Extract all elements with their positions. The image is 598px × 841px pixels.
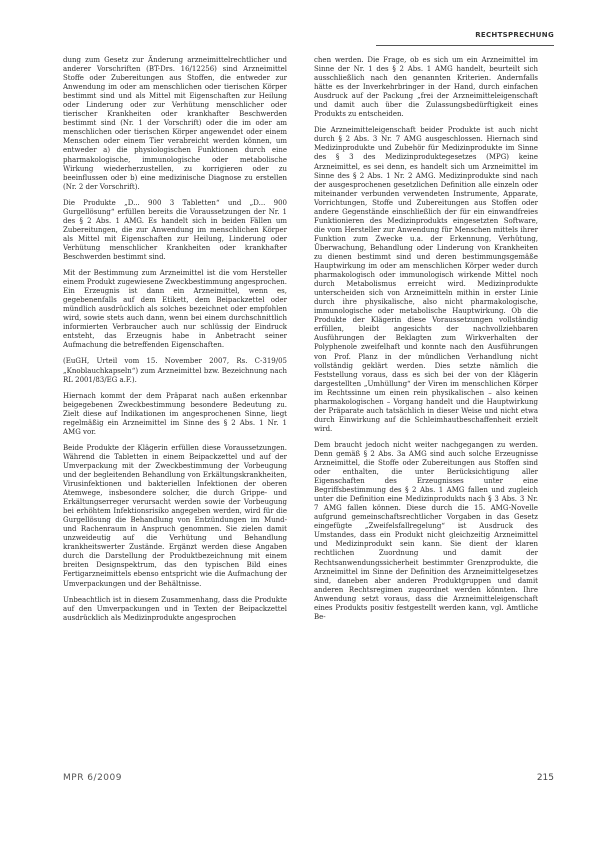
paragraph: Beide Produkte der Klägerin erfüllen diese Voraussetzungen. Während die Tabletten in einem Beipackzettel und auf der Umverpackung mit der Zweckbestimmung der Vorbeugung und der begleitenden Behandlung von Erkältungskrankheiten, Virusinfektionen und bakteriellen Infektionen der oberen Atemwege, insbesondere solcher, die durch Grippe- und Erkältungserreger verursacht werden sowie der Vorbeugung bei erhöhtem Infektionsrisiko angegeben werden, wird für die Gurgellösung die Behandlung von Entzündungen im Mund- und Rachenraum in Anspruch genommen. Sie zielen damit unzweideutig auf die Verhütung und Behandlung krankheitswerter Zustände. Ergänzt werden diese Angaben durch die Darstellung der Produktbezeichnung mit einem breiten Designspektrum, das den typischen Bild eines Fertigarzneimittels ebenso entspricht wie die Aufmachung der Umverpackungen und der Behältnisse. <box>63 443 287 588</box>
left-column <box>63 56 287 630</box>
header-rule <box>376 45 554 46</box>
page-number: 215 <box>536 773 554 783</box>
paragraph: Die Arzneimitteleigenschaft beider Produkte ist auch nicht durch § 2 Abs. 3 Nr. 7 AMG ausgeschlossen. Hiernach sind Medizinprodukte und Zubehör für Medizinprodukte im Sinne des § 3 des Medizinproduktegesetzes (MPG) keine Arzneimittel, es sei denn, es handelt sich um Arzneimittel im Sinne des § 2 Abs. 1 Nr. 2 AMG. Medizinprodukte sind nach der ausgesprochenen gesetzlichen Definition alle einzeln oder miteinander verbunden verwendeten Instrumente, Apparate, Vorrichtungen, Stoffe und Zubereitungen aus Stoffen oder andere Gegenstände einschließlich der für ein einwandfreies Funktionieren des Medizinprodukts eingesetzten Software, die vom Hersteller zur Anwendung für Menschen mittels ihrer Funktion zum Zwecke u.a. der Erkennung, Verhütung, Überwachung, Behandlung oder Linderung von Krankheiten zu dienen bestimmt sind und deren bestimmungsgemäße Hauptwirkung im oder am menschlichen Körper weder durch pharmakologisch oder immunologisch wirkende Mittel noch durch Metabolismus erreicht wird. Medizinprodukte unterscheiden sich von Arzneimitteln mithin in erster Linie durch ihre physikalische, also nicht pharmakologische, immunologische oder metabolische Hauptwirkung. Ob die Produkte der Klägerin diese Voraussetzungen vollständig erfüllen, bleibt angesichts der nachvollziehbaren Ausführungen der Beklagten zum Wirkverhalten der Polyphenole zweifelhaft und konnte nach den Ausführungen von Prof. Planz in der mündlichen Verhandlung nicht vollständig geklärt werden. Dies setzte nämlich die Feststellung voraus, dass es sich bei der von der Klägerin dargestellten „Umhüllung“ der Viren im menschlichen Körper im Rechtssinne um einen rein physikalischen – also keinen pharmakologischen – Vorgang handelt und die Hauptwirkung der Präparate auch tatsächlich in dieser Weise und nicht etwa durch Einwirkung auf die Schleimhautbeschaffenheit erzielt wird. <box>314 126 538 433</box>
right-column <box>314 56 538 629</box>
paragraph: dung zum Gesetz zur Änderung arzneimittelrechtlicher und anderer Vorschriften (BT-Drs. 16/12256) sind Arzneimittel Stoffe oder Zubereitungen aus Stoffen, die entweder zur Anwendung im oder am menschlichen oder tierischen Körper bestimmt sind und als Mittel mit Eigenschaften zur Heilung oder Linderung oder zur Verhütung menschlicher oder tierischer Krankheiten oder krankhafter Beschwerden bestimmt sind (Nr. 1 der Vorschrift) oder die im oder am menschlichen oder tierischen Körper angewendet oder einem Menschen oder einem Tier verabreicht werden können, um entweder a) die physiologischen Funktionen durch eine pharmakologische, immunologische oder metabolische Wirkung wiederherzustellen, zu korrigieren oder zu beeinflussen oder b) eine medizinische Diagnose zu erstellen (Nr. 2 der Vorschrift). <box>63 56 287 191</box>
paragraph: (EuGH, Urteil vom 15. November 2007, Rs. C-319/05 „Knoblauchkapseln“) zum Arzneimittel bzw. Bezeichnung nach RL 2001/83/EG a.F.). <box>63 357 287 384</box>
paragraph: Unbeachtlich ist in diesem Zusammenhang, dass die Produkte auf den Umverpackungen und in Texten der Beipackzettel ausdrücklich als Medizinprodukte angesprochen <box>63 595 287 622</box>
running-head: RECHTSPRECHUNG <box>475 31 554 39</box>
journal-issue: MPR 6/2009 <box>63 773 122 783</box>
paragraph: chen werden. Die Frage, ob es sich um ein Arzneimittel im Sinne der Nr. 1 des § 2 Abs. 1 AMG handelt, beurteilt sich ausschließlich nach den genannten Kriterien. Andernfalls hätte es der Inverkehrbringer in der Hand, durch einfachen Ausdruck auf der Packung „frei der Arzneimitteleigenschaft und damit auch über die Zulassungsbedürftigkeit eines Produkts zu entscheiden. <box>314 56 538 119</box>
paragraph: Die Produkte „D... 900 3 Tabletten“ und „D... 900 Gurgellösung“ erfüllen bereits die Voraussetzungen der Nr. 1 des § 2 Abs. 1 AMG. Es handelt sich in beiden Fällen um Zubereitungen, die zur Anwendung im menschlichen Körper als Mittel mit Eigenschaften zur Heilung, Linderung oder Verhütung menschlicher Krankheiten oder krankhafter Beschwerden bestimmt sind. <box>63 198 287 261</box>
paragraph: Mit der Bestimmung zum Arzneimittel ist die vom Hersteller einem Produkt zugewiesene Zweckbestimmung angesprochen. Ein Erzeugnis ist dann ein Arzneimittel, wenn es, gegebenenfalls auf dem Etikett, dem Beipackzettel oder mündlich ausdrücklich als solches bezeichnet oder empfohlen wird, sowie stets auch dann, wenn bei einem durchschnittlich informierten Verbraucher auch nur schlüssig der Eindruck entsteht, das Erzeugnis habe in Anbetracht seiner Aufmachung die betreffenden Eigenschaften. <box>63 269 287 350</box>
paragraph: Dem braucht jedoch nicht weiter nachgegangen zu werden. Denn gemäß § 2 Abs. 3a AMG sind auch solche Erzeugnisse Arzneimittel, die Stoffe oder Zubereitungen aus Stoffen sind oder enthalten, die unter Berücksichtigung aller Eigenschaften des Erzeugnisses unter eine Begriffsbestimmung des § 2 Abs. 1 AMG fallen und zugleich unter die Definition eine Medizinprodukts nach § 3 Abs. 3 Nr. 7 AMG fallen können. Diese durch die 15. AMG-Novelle aufgrund gemeinschaftsrechtlicher Vorgaben in das Gesetz eingefügte „Zweifelsfallregelung“ ist Ausdruck des Umstandes, dass ein Produkt nicht gleichzeitig Arzneimittel und Medizinprodukt sein kann. Sie dient der klaren rechtlichen Zuordnung und damit der Rechtsanwendungssicherheit bestimmter Grenzprodukte, die Arzneimittel im Sinne der Definition des Arzneimittelgesetzes sind, daneben aber anderen Produktgruppen und damit anderen Rechtsregimen zugeordnet werden könnten. Ihre Anwendung setzt voraus, dass die Arzneimitteleigenschaft eines Produkts positiv festgestellt werden kann, vgl. Amtliche Be- <box>314 440 538 621</box>
paragraph: Hiernach kommt der dem Präparat nach außen erkennbar beigegebenen Zweckbestimmung besondere Bedeutung zu. Zielt diese auf Indikationen im angesprochenen Sinne, liegt regelmäßig ein Arzneimittel im Sinne des § 2 Abs. 1 Nr. 1 AMG vor. <box>63 391 287 436</box>
